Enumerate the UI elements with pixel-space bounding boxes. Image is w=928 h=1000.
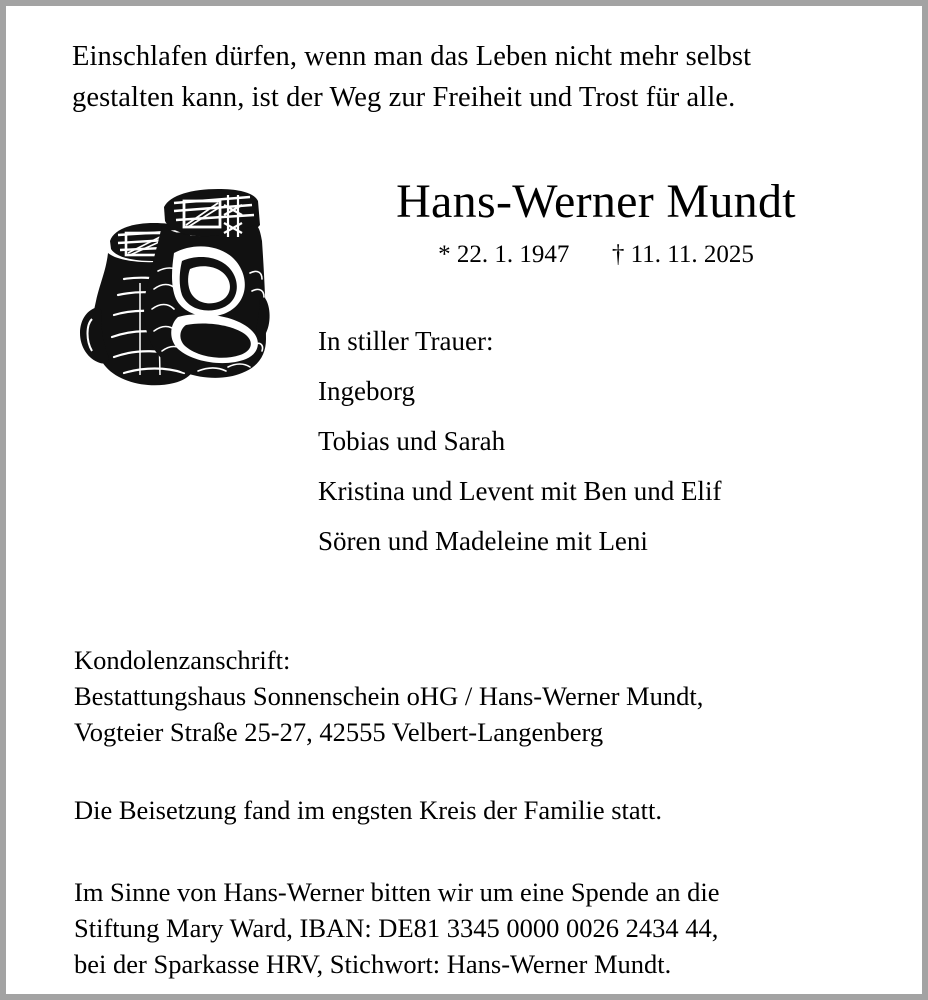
life-dates: [306, 240, 886, 270]
condolence-address-line-2: Vogteier Straße 25-27, 42555 Velbert-Langenberg: [74, 717, 604, 747]
mourners-intro: In stiller Trauer:: [318, 326, 494, 356]
burial-note: [74, 792, 864, 828]
condolence-address-label: Kondolenzanschrift:: [74, 645, 291, 675]
mourner-name: Kristina und Levent mit Ben und Elif: [318, 476, 722, 506]
mourner-name: Ingeborg: [318, 376, 415, 406]
donation-line-3: bei der Sparkasse HRV, Stichwort: Hans-Werner Mundt.: [74, 949, 672, 979]
notice-page: [6, 6, 922, 994]
condolence-address-block: [74, 642, 864, 750]
epigraph-line-2: gestalten kann, ist der Weg zur Freiheit und Trost für alle.: [72, 82, 736, 113]
donation-line-2: Stiftung Mary Ward, IBAN: DE81 3345 0000 0026 2434 44,: [74, 913, 719, 943]
condolence-address-line-1: Bestattungshaus Sonnenschein oHG / Hans-Werner Mundt,: [74, 681, 704, 711]
mourner-name: Tobias und Sarah: [318, 426, 506, 456]
death-date: 11. 11. 2025: [630, 241, 754, 268]
mourners-block: [318, 316, 878, 566]
boxing-gloves-icon: [78, 179, 274, 394]
name-block: [306, 174, 886, 270]
burial-note-text: Die Beisetzung fand im engsten Kreis der Familie statt.: [74, 795, 663, 825]
epigraph: [72, 36, 864, 118]
birth-symbol: *: [438, 241, 451, 268]
birth-date: 22. 1. 1947: [456, 241, 570, 268]
epigraph-line-1: Einschlafen dürfen, wenn man das Leben nicht mehr selbst: [72, 41, 752, 72]
death-symbol: †: [611, 241, 625, 268]
donation-block: [74, 874, 864, 982]
deceased-name: Hans-Werner Mundt: [396, 175, 796, 228]
mourner-name: Sören und Madeleine mit Leni: [318, 526, 648, 556]
donation-line-1: Im Sinne von Hans-Werner bitten wir um eine Spende an die: [74, 877, 720, 907]
